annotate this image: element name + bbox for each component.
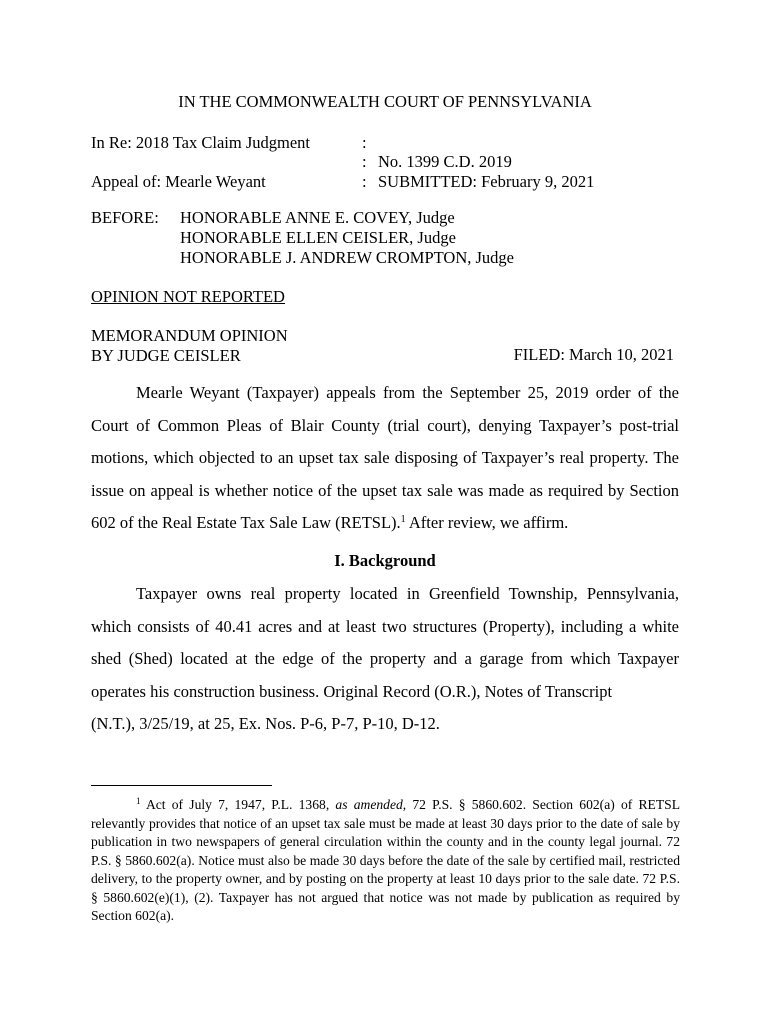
footnote-number: 1: [136, 796, 141, 806]
opinion-paragraph-2: [91, 578, 679, 741]
caption-colon-3: :: [362, 172, 367, 191]
caption-colon-2: :: [362, 152, 367, 171]
judges-list: [180, 208, 514, 268]
judge-name: HONORABLE ANNE E. COVEY, Judge: [180, 208, 455, 227]
footnote-text-2: , 72 P.S. § 5860.602. Section 602(a) of RETSL relevantly provides that notice of an upset tax sale must be made at least 30 days prior to the date of sale by publication in two newspapers of general circulation within the county and in the county legal journal. 72 P.S. § 5860.602(a). Notice must also be made 30 days before the date of the sale by certified mail, restricted delivery, to the property owner, and by posting on the property at least 10 days prior to the sale date. 72 P.S. § 5860.602(e)(1), (2). Taxpayer has not argued that notice was not made by publication as required by Section 602(a).: [91, 797, 680, 923]
docket-number: No. 1399 C.D. 2019: [378, 152, 512, 171]
court-title: IN THE COMMONWEALTH COURT OF PENNSYLVANIA: [178, 92, 592, 111]
caption-colon-1: :: [362, 133, 367, 152]
paragraph-2-last-line: (N.T.), 3/25/19, at 25, Ex. Nos. P-6, P-7, P-10, D-12.: [91, 714, 440, 733]
caption-in-re: In Re: 2018 Tax Claim Judgment: [91, 133, 310, 152]
judge-name: HONORABLE J. ANDREW CROMPTON, Judge: [180, 248, 514, 267]
before-label: BEFORE:: [91, 208, 159, 227]
paragraph-2-text: Taxpayer owns real property located in Greenfield Township, Pennsylvania, which consists of 40.41 acres and at least two structures (Property), including a white shed (Shed) located at the edge of the property and a garage from which Taxpayer operates his construction business. Original Record (O.R.), Notes of Transcript: [91, 584, 679, 701]
footnote-reference: 1: [400, 514, 406, 525]
footnote-text-1: Act of July 7, 1947, P.L. 1368,: [140, 797, 336, 812]
paragraph-1-tail: After review, we affirm.: [405, 513, 569, 532]
section-heading: I. Background: [334, 551, 436, 570]
opinion-paragraph-1: [91, 377, 679, 540]
filed-date: FILED: March 10, 2021: [513, 345, 674, 364]
memorandum-heading: [91, 326, 288, 366]
opinion-status: OPINION NOT REPORTED: [91, 287, 285, 306]
footnote-divider: [91, 785, 272, 786]
memorandum-line2: BY JUDGE CEISLER: [91, 346, 241, 365]
footnote-italic: as amended: [335, 797, 403, 812]
footnote: [91, 796, 680, 926]
memorandum-line1: MEMORANDUM OPINION: [91, 326, 288, 345]
submitted-date: SUBMITTED: February 9, 2021: [378, 172, 595, 191]
caption-appeal-of: Appeal of: Mearle Weyant: [91, 172, 266, 191]
judge-name: HONORABLE ELLEN CEISLER, Judge: [180, 228, 456, 247]
paragraph-1-text: Mearle Weyant (Taxpayer) appeals from the September 25, 2019 order of the Court of Common Pleas of Blair County (trial court), denying Taxpayer’s post-trial motions, which objected to an upset tax sale disposing of Taxpayer’s real property. The issue on appeal is whether notice of the upset tax sale was made as required by Section 602 of the Real Estate Tax Sale Law (RETSL).: [91, 383, 679, 532]
